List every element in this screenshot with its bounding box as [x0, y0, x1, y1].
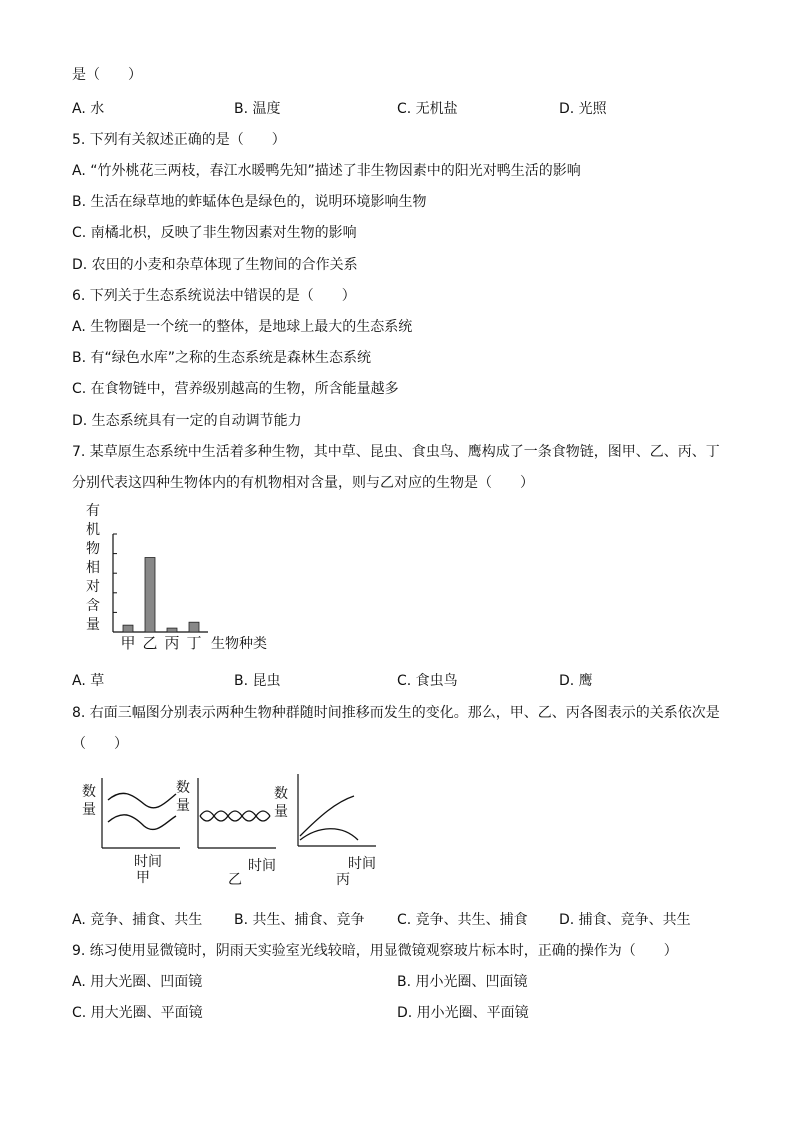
q9-option-b: B. 用小光圈、凹面镜	[397, 974, 528, 990]
chart-category-label: 甲	[120, 634, 136, 652]
q9-option-d: D. 用小光圈、平面镜	[397, 1005, 529, 1021]
graph-jia-caption: 甲	[136, 870, 150, 886]
chart-category-label: 丙	[164, 634, 180, 652]
graph-yi-ylabel-1: 数	[176, 780, 190, 796]
chart-bar-甲	[123, 625, 133, 632]
q6-stem: 6. 下列关于生态系统说法中错误的是（ ）	[72, 288, 356, 304]
q4-option-a: A. 水	[72, 101, 105, 117]
q5-option-d: D. 农田的小麦和杂草体现了生物间的合作关系	[72, 257, 358, 273]
q8-option-d: D. 捕食、竞争、共生	[559, 912, 691, 928]
graph-jia-curve-upper	[108, 793, 176, 807]
chart-ylabel-char: 量	[86, 617, 100, 633]
chart-ylabel-char: 对	[86, 579, 100, 595]
chart-bars	[123, 558, 199, 632]
q7-option-a: A. 草	[72, 673, 105, 689]
graph-bing-curve-hump	[300, 829, 358, 840]
q8-option-c: C. 竞争、共生、捕食	[397, 912, 528, 928]
q4-option-d: D. 光照	[559, 101, 607, 117]
graph-bing-curve-rising	[300, 796, 354, 836]
chart-ylabel	[86, 503, 100, 633]
chart-bar-丙	[167, 628, 177, 632]
graph-jia	[78, 774, 188, 886]
chart-ylabel-char: 含	[86, 598, 100, 614]
chart-bar-乙	[145, 558, 155, 632]
graph-jia-curve-lower	[108, 815, 176, 830]
graph-yi	[174, 774, 284, 886]
organic-matter-bar-chart	[80, 500, 290, 660]
q5-stem: 5. 下列有关叙述正确的是（ ）	[72, 132, 286, 148]
graph-jia-ylabel-1: 数	[82, 784, 96, 800]
q4-option-b: B. 温度	[234, 101, 281, 117]
graph-jia-ylabel-2: 量	[82, 802, 96, 818]
q7-stem-line2: 分别代表这四种生物体内的有机物相对含量，则与乙对应的生物是（ ）	[72, 475, 534, 491]
chart-bar-丁	[189, 622, 199, 632]
graph-yi-caption: 乙	[228, 872, 242, 886]
q8-stem: 8. 右面三幅图分别表示两种生物种群随时间推移而发生的变化。那么，甲、乙、丙各图表示的关系依次是	[72, 705, 720, 721]
chart-ylabel-char: 有	[86, 503, 100, 519]
chart-ylabel-char: 相	[86, 560, 100, 576]
graph-bing	[272, 770, 384, 886]
q7-option-d: D. 鹰	[559, 673, 593, 689]
chart-category-label: 乙	[142, 634, 158, 652]
q9-option-c: C. 用大光圈、平面镜	[72, 1005, 203, 1021]
graph-bing-ylabel-2: 量	[274, 804, 288, 820]
q5-option-a: A. “竹外桃花三两枝，春江水暖鸭先知”描述了非生物因素中的阳光对鸭生活的影响	[72, 163, 581, 179]
q8-option-b: B. 共生、捕食、竞争	[234, 912, 365, 928]
q5-option-c: C. 南橘北枳，反映了非生物因素对生物的影响	[72, 225, 357, 241]
chart-category-label: 丁	[186, 634, 202, 652]
q4-option-c: C. 无机盐	[397, 101, 458, 117]
q5-option-b: B. 生活在绿草地的蚱蜢体色是绿色的，说明环境影响生物	[72, 194, 427, 210]
chart-category-labels	[120, 634, 201, 652]
q9-option-a: A. 用大光圈、凹面镜	[72, 974, 203, 990]
q6-option-d: D. 生态系统具有一定的自动调节能力	[72, 413, 302, 429]
graph-bing-ylabel-1: 数	[274, 786, 288, 802]
q6-option-a: A. 生物圈是一个统一的整体，是地球上最大的生态系统	[72, 319, 413, 335]
graph-yi-xlabel: 时间	[248, 858, 276, 874]
q8-option-a: A. 竞争、捕食、共生	[72, 912, 203, 928]
q4-stem-tail: 是（ ）	[72, 67, 142, 83]
chart-ylabel-char: 物	[86, 541, 100, 557]
q9-stem: 9. 练习使用显微镜时，阴雨天实验室光线较暗，用显微镜观察玻片标本时，正确的操作为（ ）	[72, 943, 678, 959]
graph-jia-xlabel: 时间	[134, 854, 162, 870]
q8-stem-tail: （ ）	[72, 736, 128, 752]
q7-option-c: C. 食虫鸟	[397, 673, 458, 689]
q6-option-c: C. 在食物链中，营养级别越高的生物，所含能量越多	[72, 381, 399, 397]
chart-xlabel: 生物种类	[211, 636, 267, 652]
q7-stem-line1: 7. 某草原生态系统中生活着多种生物，其中草、昆虫、食虫鸟、鹰构成了一条食物链，图甲、乙、丙、丁	[72, 444, 720, 460]
graph-bing-caption: 丙	[336, 872, 350, 886]
q6-option-b: B. 有“绿色水库”之称的生态系统是森林生态系统	[72, 350, 372, 366]
graph-yi-ylabel-2: 量	[176, 798, 190, 814]
q7-option-b: B. 昆虫	[234, 673, 281, 689]
graph-bing-xlabel: 时间	[348, 856, 376, 872]
chart-ylabel-char: 机	[86, 522, 100, 538]
